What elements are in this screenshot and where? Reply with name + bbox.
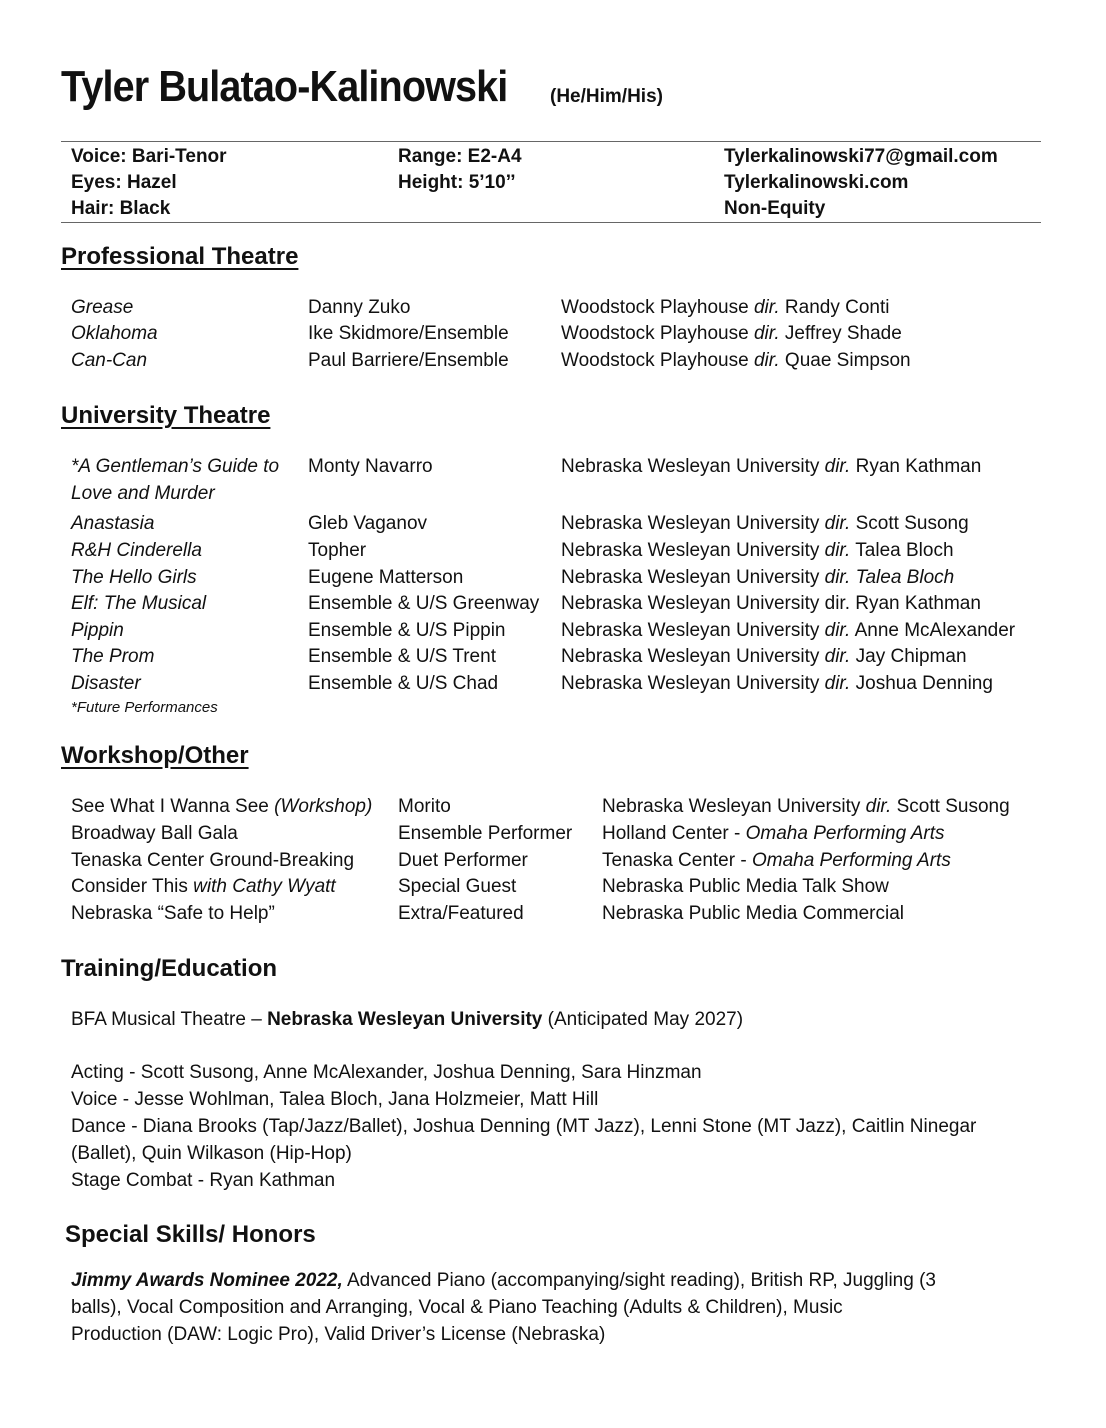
event bbox=[71, 796, 372, 818]
pronouns: (He/Him/His) bbox=[550, 86, 663, 107]
dir-label: dir. bbox=[865, 796, 892, 817]
skills-line-3: Production (DAW: Logic Pro), Valid Driver’s License (Nebraska) bbox=[71, 1324, 606, 1345]
union-status: Non-Equity bbox=[724, 198, 826, 219]
dir-label: dir. bbox=[753, 350, 780, 371]
show-title: Oklahoma bbox=[71, 323, 158, 344]
show-title: Can-Can bbox=[71, 350, 148, 371]
venue-name: Nebraska Wesleyan University bbox=[561, 540, 825, 561]
resume-header bbox=[61, 62, 663, 112]
show-title: *A Gentleman’s Guide to bbox=[71, 456, 280, 477]
venue: Nebraska Public Media Talk Show bbox=[602, 876, 889, 897]
venue bbox=[561, 297, 889, 319]
venue bbox=[561, 567, 954, 589]
venue-name: Nebraska Wesleyan University bbox=[561, 646, 825, 667]
venue bbox=[602, 850, 951, 872]
school: Nebraska Wesleyan University bbox=[267, 1009, 543, 1030]
venue-name: Tenaska Center - bbox=[602, 850, 752, 871]
dir-label: dir. bbox=[824, 567, 851, 588]
director: Quae Simpson bbox=[779, 350, 911, 371]
venue: Nebraska Wesleyan University dir. Ryan Kathman bbox=[561, 593, 981, 614]
role: Ike Skidmore/Ensemble bbox=[308, 323, 509, 344]
role: Paul Barriere/Ensemble bbox=[308, 350, 509, 371]
voice-type: Voice: Bari-Tenor bbox=[71, 146, 227, 167]
vocal-range: Range: E2-A4 bbox=[398, 146, 522, 167]
dir-label: dir. bbox=[753, 323, 780, 344]
director: Ryan Kathman bbox=[850, 456, 982, 477]
section-heading-workshop: Workshop/Other bbox=[61, 742, 249, 769]
role: Eugene Matterson bbox=[308, 567, 464, 588]
director: Talea Bloch bbox=[850, 540, 954, 561]
role: Ensemble & U/S Greenway bbox=[308, 593, 540, 614]
training-combat: Stage Combat - Ryan Kathman bbox=[71, 1170, 336, 1191]
role: Ensemble & U/S Chad bbox=[308, 673, 499, 694]
venue bbox=[561, 513, 969, 535]
role: Danny Zuko bbox=[308, 297, 411, 318]
show-title: Disaster bbox=[71, 673, 141, 694]
show-title: Pippin bbox=[71, 620, 124, 641]
event: Nebraska “Safe to Help” bbox=[71, 903, 275, 924]
venue bbox=[561, 673, 993, 695]
show-title-line2: Love and Murder bbox=[71, 483, 215, 504]
dir-label: dir. bbox=[824, 620, 851, 641]
dir-label: dir. bbox=[824, 513, 851, 534]
event: Tenaska Center Ground-Breaking bbox=[71, 850, 355, 871]
dir-label: dir. bbox=[824, 540, 851, 561]
training-list bbox=[71, 1059, 976, 1194]
venue-name: Woodstock Playhouse bbox=[561, 297, 754, 318]
director: Scott Susong bbox=[891, 796, 1010, 817]
event-name: See What I Wanna See bbox=[71, 796, 275, 817]
skills-list bbox=[71, 1267, 936, 1348]
stats-box bbox=[61, 141, 1041, 223]
show-title: The Prom bbox=[71, 646, 155, 667]
venue bbox=[561, 456, 981, 478]
show-title: Elf: The Musical bbox=[71, 593, 207, 614]
event: Broadway Ball Gala bbox=[71, 823, 238, 844]
event-note: (Workshop) bbox=[274, 796, 373, 817]
hair-color: Hair: Black bbox=[71, 198, 171, 219]
dir-label: dir. bbox=[824, 673, 851, 694]
show-title: Anastasia bbox=[71, 513, 155, 534]
training-acting: Acting - Scott Susong, Anne McAlexander, Joshua Denning, Sara Hinzman bbox=[71, 1062, 702, 1083]
section-heading-training: Training/Education bbox=[61, 955, 278, 982]
event-note: with Cathy Wyatt bbox=[193, 876, 336, 897]
show-title: Grease bbox=[71, 297, 134, 318]
section-heading-skills: Special Skills/ Honors bbox=[65, 1221, 316, 1248]
venue: Nebraska Public Media Commercial bbox=[602, 903, 904, 924]
role: Extra/Featured bbox=[398, 903, 524, 924]
actor-name: Tyler Bulatao-Kalinowski bbox=[61, 62, 508, 111]
degree: BFA Musical Theatre – bbox=[71, 1009, 268, 1030]
dir-label: dir. bbox=[824, 646, 851, 667]
degree-line bbox=[71, 1006, 743, 1033]
dir-label: dir. bbox=[753, 297, 780, 318]
venue bbox=[561, 323, 902, 345]
venue-name: Nebraska Wesleyan University bbox=[561, 620, 825, 641]
website: Tylerkalinowski.com bbox=[724, 172, 909, 193]
training-voice: Voice - Jesse Wohlman, Talea Bloch, Jana Holzmeier, Matt Hill bbox=[71, 1089, 599, 1110]
venue bbox=[602, 823, 945, 845]
venue-name: Nebraska Wesleyan University bbox=[561, 456, 825, 477]
venue bbox=[602, 796, 1010, 818]
role: Gleb Vaganov bbox=[308, 513, 428, 534]
venue-name: Nebraska Wesleyan University bbox=[561, 567, 825, 588]
skills-line-1 bbox=[71, 1267, 936, 1294]
show-title: The Hello Girls bbox=[71, 567, 197, 588]
organization: Omaha Performing Arts bbox=[745, 823, 945, 844]
training-dance: Dance - Diana Brooks (Tap/Jazz/Ballet), Joshua Denning (MT Jazz), Lenni Stone (MT Jazz), Caitlin Ninegar bbox=[71, 1116, 977, 1137]
venue-name: Woodstock Playhouse bbox=[561, 323, 754, 344]
graduation-date: (Anticipated May 2027) bbox=[542, 1009, 744, 1030]
event bbox=[71, 876, 336, 898]
venue bbox=[561, 350, 911, 372]
award: Jimmy Awards Nominee 2022, bbox=[71, 1270, 343, 1291]
skills-text: Advanced Piano (accompanying/sight reading), British RP, Juggling (3 bbox=[342, 1270, 936, 1291]
director: Jay Chipman bbox=[850, 646, 967, 667]
role: Monty Navarro bbox=[308, 456, 433, 477]
director: Joshua Denning bbox=[850, 673, 993, 694]
venue bbox=[561, 620, 1015, 642]
venue bbox=[561, 540, 954, 562]
organization: Omaha Performing Arts bbox=[751, 850, 951, 871]
director: Jeffrey Shade bbox=[779, 323, 902, 344]
role: Special Guest bbox=[398, 876, 517, 897]
future-footnote: *Future Performances bbox=[71, 699, 218, 716]
dir-label: dir. bbox=[824, 456, 851, 477]
venue bbox=[561, 646, 967, 668]
email: Tylerkalinowski77@gmail.com bbox=[724, 146, 998, 167]
venue-name: Nebraska Wesleyan University bbox=[602, 796, 866, 817]
venue-name: Woodstock Playhouse bbox=[561, 350, 754, 371]
director: Scott Susong bbox=[850, 513, 969, 534]
event-name: Consider This bbox=[71, 876, 194, 897]
director: Randy Conti bbox=[779, 297, 890, 318]
director: Anne McAlexander bbox=[850, 620, 1016, 641]
height: Height: 5’10’’ bbox=[398, 172, 516, 193]
role: Ensemble & U/S Pippin bbox=[308, 620, 506, 641]
show-title: R&H Cinderella bbox=[71, 540, 202, 561]
skills-line-2: balls), Vocal Composition and Arranging, Vocal & Piano Teaching (Adults & Children), Music bbox=[71, 1297, 843, 1318]
training-dance-cont: (Ballet), Quin Wilkason (Hip-Hop) bbox=[71, 1143, 352, 1164]
role: Ensemble & U/S Trent bbox=[308, 646, 496, 667]
role: Morito bbox=[398, 796, 451, 817]
role: Topher bbox=[308, 540, 367, 561]
venue-name: Holland Center - bbox=[602, 823, 746, 844]
section-heading-university: University Theatre bbox=[61, 402, 271, 429]
role: Duet Performer bbox=[398, 850, 528, 871]
eye-color: Eyes: Hazel bbox=[71, 172, 177, 193]
venue-name: Nebraska Wesleyan University bbox=[561, 513, 825, 534]
venue-name: Nebraska Wesleyan University bbox=[561, 673, 825, 694]
role: Ensemble Performer bbox=[398, 823, 573, 844]
section-heading-professional: Professional Theatre bbox=[61, 243, 299, 270]
director: Talea Bloch bbox=[850, 567, 955, 588]
